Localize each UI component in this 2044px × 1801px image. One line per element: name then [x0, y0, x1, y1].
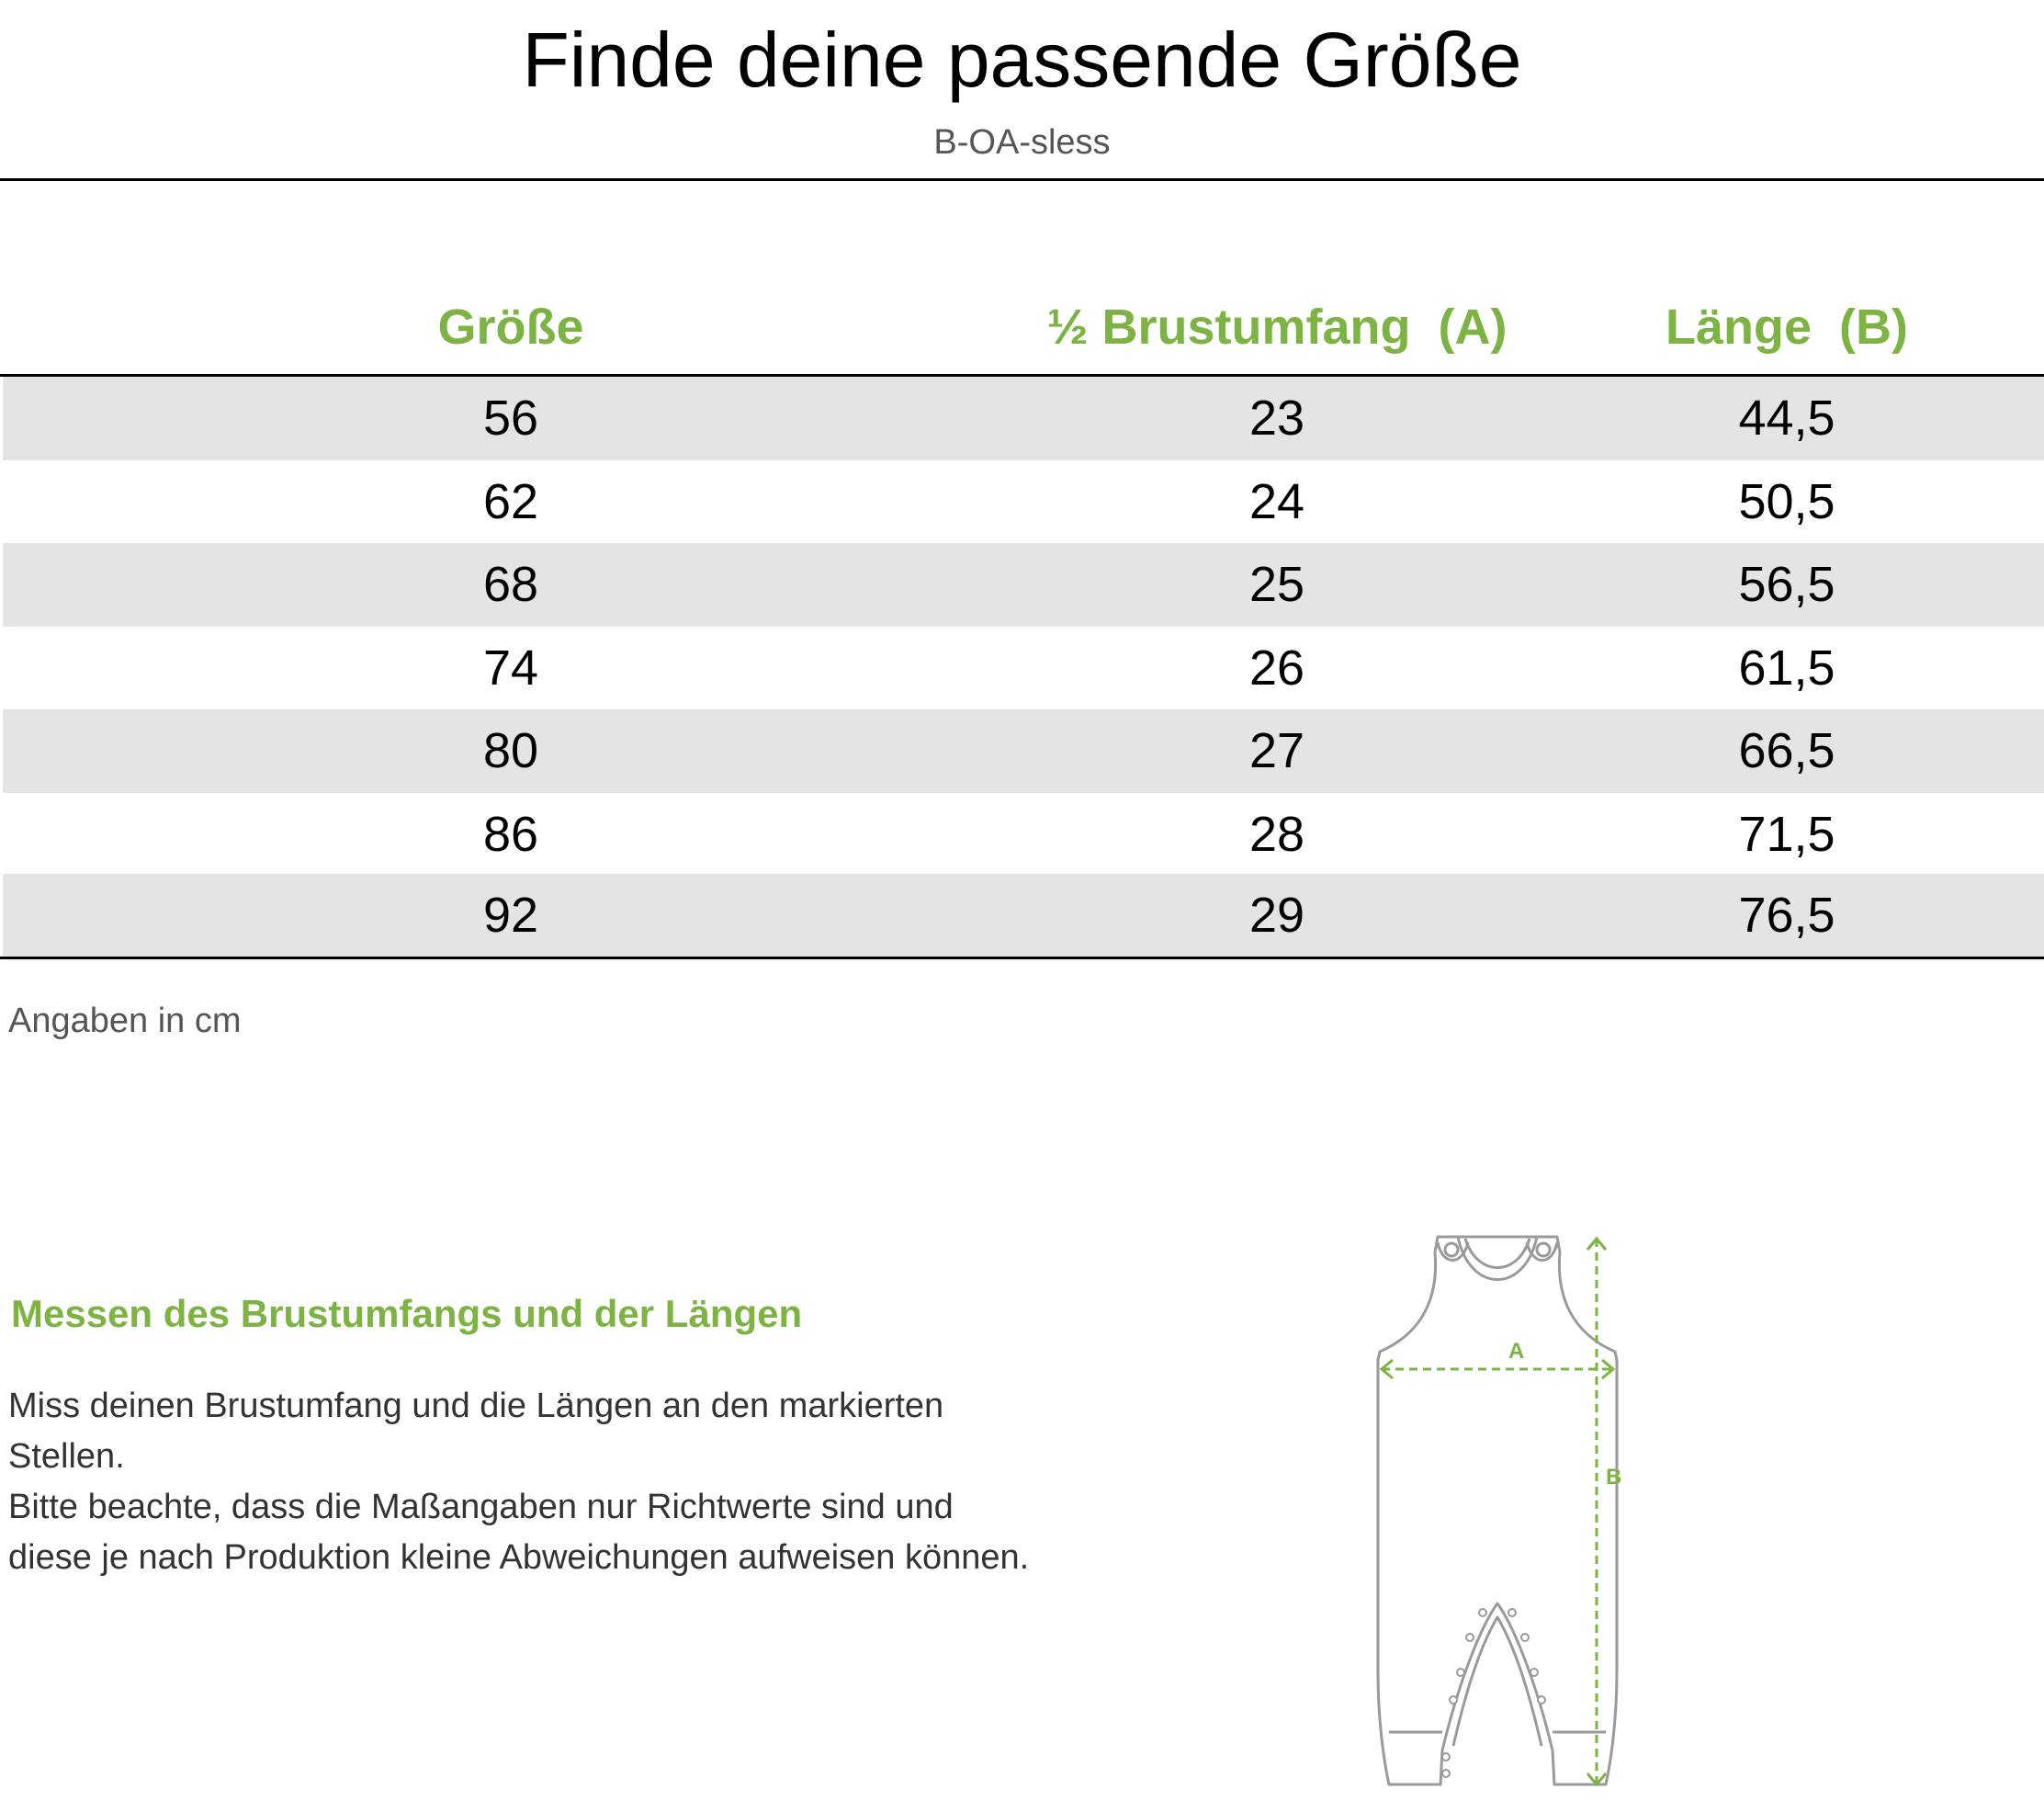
column-header-length: Länge (B) [1666, 300, 1908, 355]
cell-size: 74 [482, 640, 539, 696]
snap-button [1530, 1669, 1538, 1676]
table-bottom-divider [0, 957, 2044, 959]
cell-size: 56 [482, 391, 539, 446]
cell-chest: 27 [1248, 723, 1305, 778]
table-row [3, 627, 2044, 710]
snap-button [1521, 1634, 1529, 1641]
cell-length: 71,5 [1738, 807, 1835, 862]
cell-chest: 24 [1248, 474, 1305, 529]
cell-chest: 28 [1248, 807, 1305, 862]
header-divider [0, 178, 2044, 181]
right-shoulder-snap [1537, 1243, 1550, 1256]
table-row [3, 709, 2044, 793]
cell-chest: 29 [1248, 888, 1305, 943]
cell-length: 66,5 [1738, 723, 1835, 778]
cell-length: 76,5 [1738, 888, 1835, 943]
cell-length: 44,5 [1738, 391, 1835, 446]
article-number: B-OA-sless [933, 123, 1111, 162]
snap-button [1538, 1696, 1545, 1704]
column-header-chest: ½ Brustumfang (A) [1046, 300, 1508, 355]
cell-chest: 26 [1248, 640, 1305, 696]
table-row [3, 543, 2044, 627]
measure-instruction: Miss deinen Brustumfang und die Längen an den markierten Stellen. [8, 1387, 944, 1476]
table-row [3, 874, 2044, 957]
table-row [3, 460, 2044, 544]
cell-size: 62 [482, 474, 539, 529]
cell-length: 56,5 [1738, 557, 1835, 612]
cell-length: 50,5 [1738, 474, 1835, 529]
page-title: Finde deine passende Größe [522, 17, 1522, 103]
cell-chest: 23 [1248, 391, 1305, 446]
snap-button [1479, 1609, 1486, 1616]
inner-neckline [1465, 1239, 1530, 1268]
snap-button [1466, 1634, 1474, 1641]
left-shoulder-flap [1438, 1242, 1468, 1261]
cell-size: 68 [482, 557, 539, 612]
cell-size: 92 [482, 888, 539, 943]
table-row [3, 377, 2044, 460]
snap-button [1508, 1609, 1516, 1616]
table-row [3, 793, 2044, 877]
table-header [0, 292, 2044, 362]
label-b: B [1606, 1465, 1622, 1490]
neckline [1458, 1237, 1537, 1280]
snap-button [1450, 1696, 1457, 1704]
left-shoulder-snap [1445, 1243, 1458, 1256]
column-header-size: Größe [437, 300, 584, 355]
cell-size: 80 [482, 723, 539, 778]
measure-disclaimer: Bitte beachte, dass die Maßangaben nur Richtwerte sind und diese je nach Produktion kleine Abweichungen aufweisen können. [8, 1488, 1030, 1577]
right-shoulder-flap [1527, 1242, 1557, 1261]
cell-chest: 25 [1248, 557, 1305, 612]
snap-button [1457, 1669, 1464, 1676]
label-a: A [1508, 1339, 1525, 1364]
romper-illustration [1369, 1222, 1709, 1796]
measure-section-title: Messen des Brustumfangs und der Längen [11, 1292, 803, 1335]
cell-size: 86 [482, 807, 539, 862]
snap-button [1442, 1753, 1450, 1761]
unit-note: Angaben in cm [8, 1002, 242, 1040]
cell-length: 61,5 [1738, 640, 1835, 696]
snap-button [1442, 1770, 1450, 1777]
romper-outline [1378, 1237, 1617, 1784]
